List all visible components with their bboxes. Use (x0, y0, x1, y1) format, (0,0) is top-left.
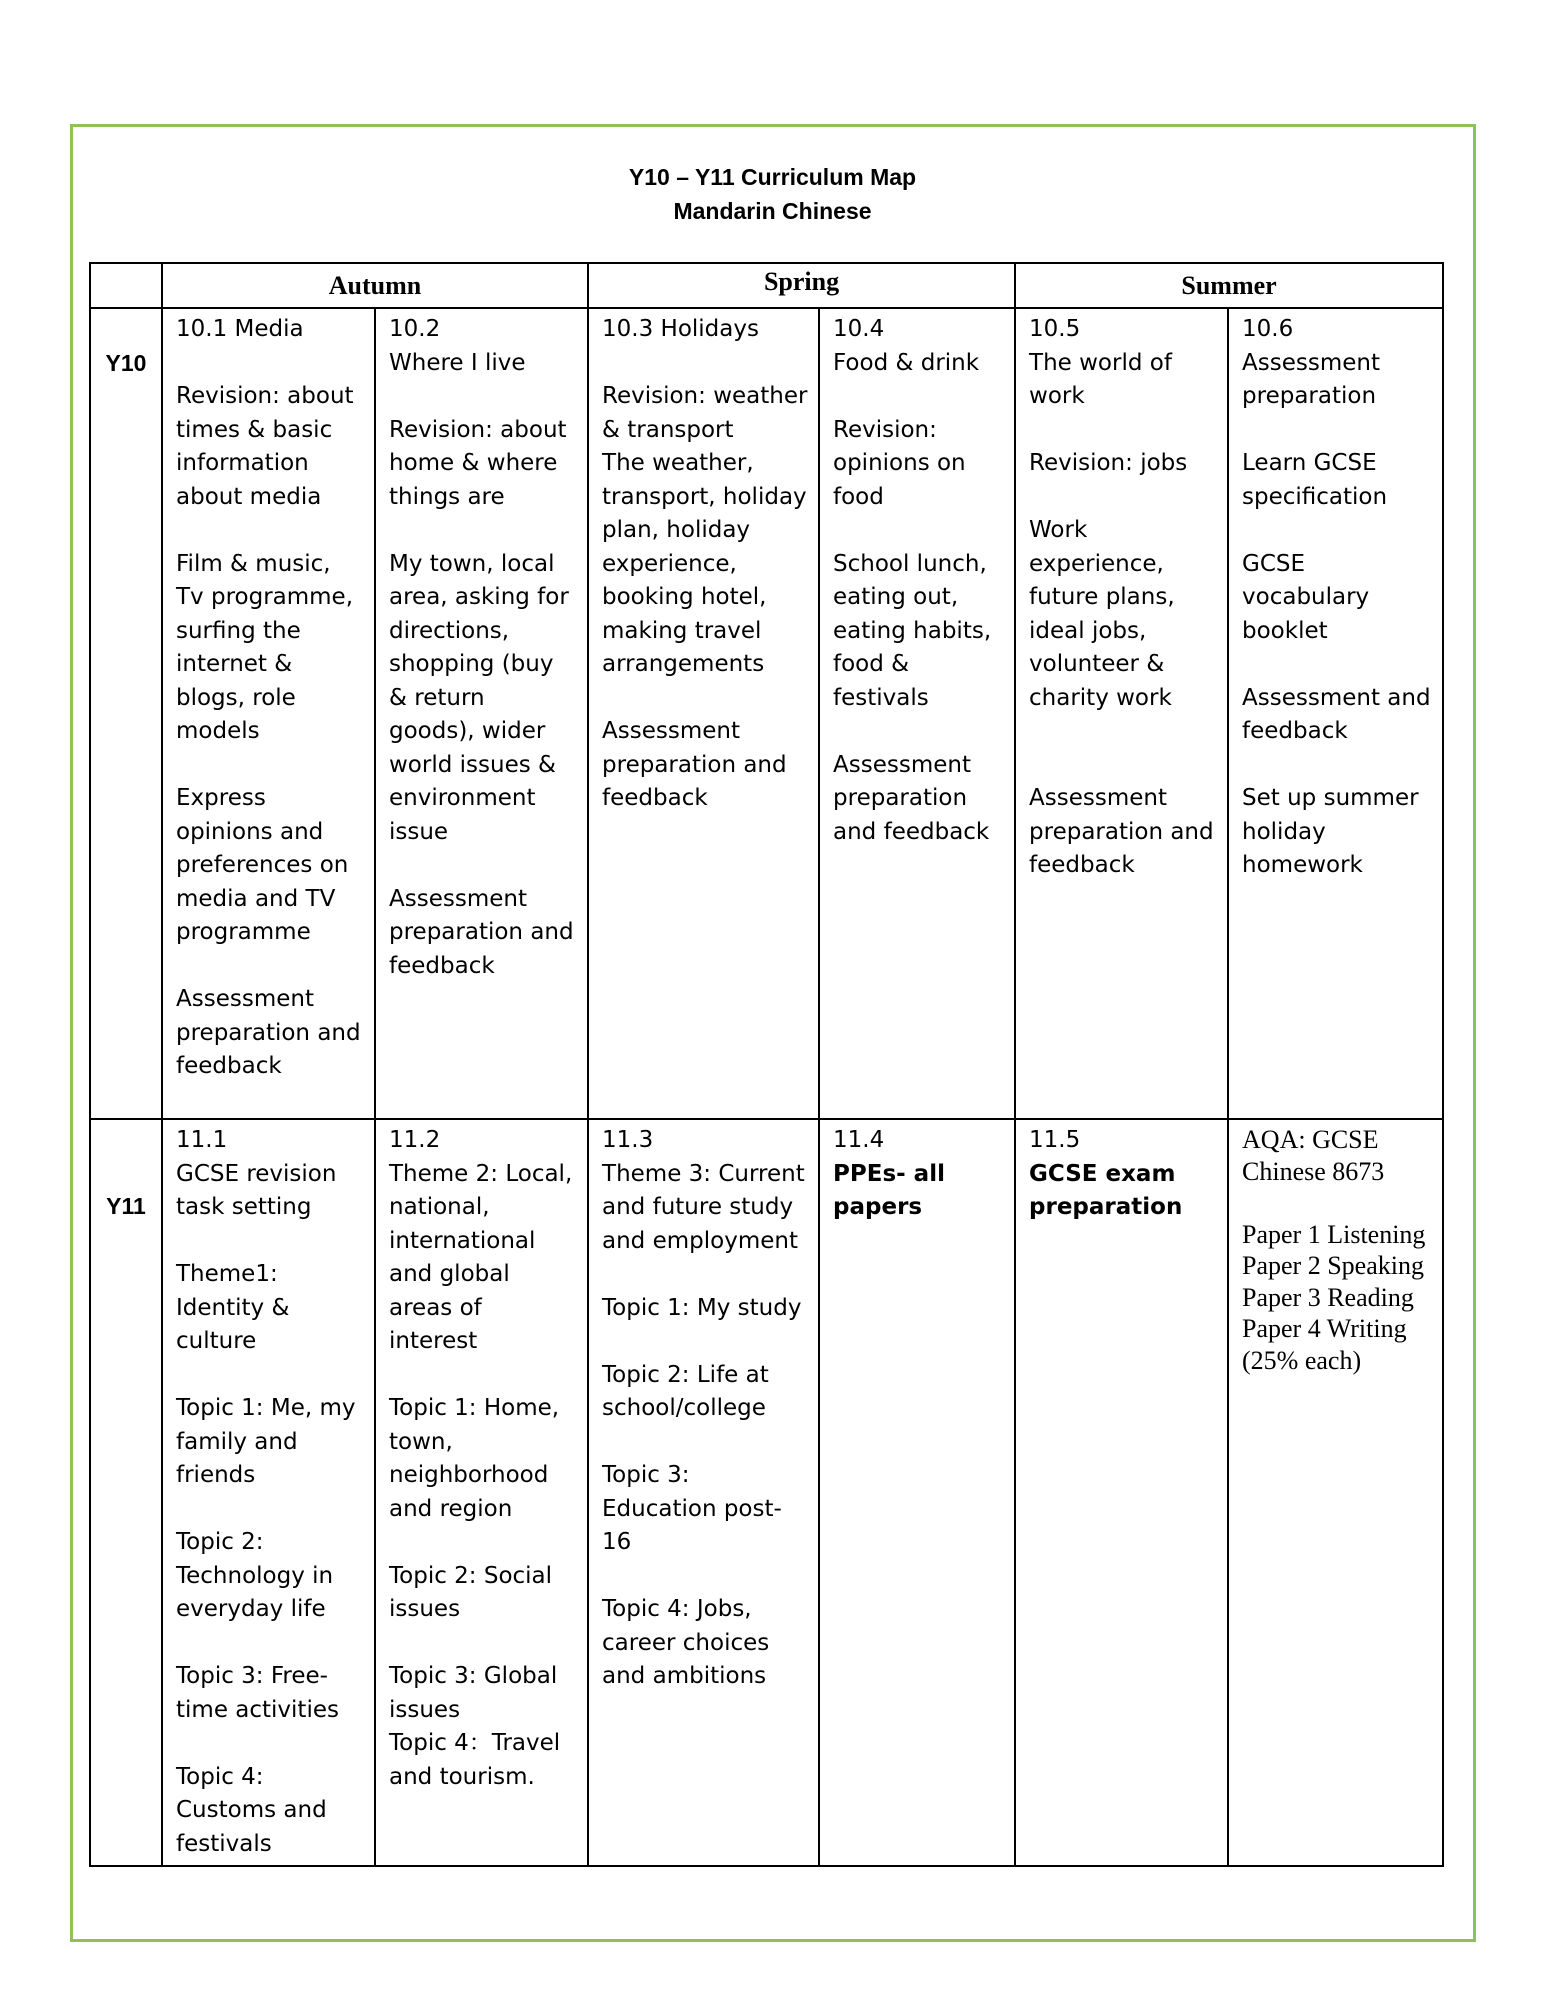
term-header-autumn: Autumn (162, 263, 588, 308)
cell-10-2: 10.2 Where I live Revision: about home & where things are My town, local area, asking for directions, shopping (buy & return goods), wider world issues & environment issue Assessment preparation and feedback (375, 308, 588, 1119)
cell-11-3: 11.3 Theme 3: Current and future study and employment Topic 1: My study Topic 2: Life at school/college Topic 3: Education post-16 Topic 4: Jobs, career choices and ambitions (588, 1119, 819, 1866)
cell-11-4-number: 11.4 (833, 1127, 885, 1153)
header-corner (90, 263, 162, 308)
cell-10-1: 10.1 Media Revision: about times & basic information about media Film & music, Tv programme, surfing the internet & blogs, role models Express opinions and preferences on media and TV programme Assessment preparation and feedback (162, 308, 375, 1119)
page-title: Y10 – Y11 Curriculum Map (628, 164, 917, 190)
cell-11-2: 11.2 Theme 2: Local, national, international and global areas of interest Topic 1: Home, town, neighborhood and region Topic 2: Social issues Topic 3: Global issues Topic 4：Travel and tourism. (375, 1119, 588, 1866)
year-label-y10: Y10 (90, 308, 162, 1119)
curriculum-table (89, 262, 1444, 1867)
cell-10-5: 10.5 The world of work Revision: jobs Work experience, future plans, ideal jobs, volunteer & charity work Assessment preparation and feedback (1015, 308, 1228, 1119)
cell-10-3: 10.3 Holidays Revision: weather & transport The weather, transport, holiday plan, holiday experience, booking hotel, making travel arrangements Assessment preparation and feedback (588, 308, 819, 1119)
cell-11-1: 11.1 GCSE revision task setting Theme1: Identity & culture Topic 1: Me, my family and friends Topic 2: Technology in everyday life Topic 3: Free-time activities Topic 4: Customs and festivals (162, 1119, 375, 1866)
cell-10-4: 10.4 Food & drink Revision: opinions on food School lunch, eating out, eating habits, food & festivals Assessment preparation and feedback (819, 308, 1015, 1119)
page-subtitle: Mandarin Chinese (673, 198, 872, 224)
term-header-summer: Summer (1015, 263, 1443, 308)
cell-11-6: AQA: GCSE Chinese 8673 Paper 1 Listening Paper 2 Speaking Paper 3 Reading Paper 4 Writing (25% each) (1228, 1119, 1443, 1866)
header-row (90, 263, 1443, 308)
cell-10-6: 10.6 Assessment preparation Learn GCSE specification GCSE vocabulary booklet Assessment and feedback Set up summer holiday homework (1228, 308, 1443, 1119)
cell-11-4-bold: PPEs- all papers (833, 1160, 945, 1220)
cell-11-5-bold: GCSE exam preparation (1029, 1160, 1183, 1220)
term-header-spring: Spring (588, 263, 1015, 308)
table-row-y11 (90, 1119, 1443, 1866)
cell-11-5-number: 11.5 (1029, 1127, 1081, 1153)
table-row-y10 (90, 308, 1443, 1119)
cell-11-4 (819, 1119, 1015, 1866)
cell-11-5 (1015, 1119, 1228, 1866)
year-label-y11: Y11 (90, 1119, 162, 1866)
